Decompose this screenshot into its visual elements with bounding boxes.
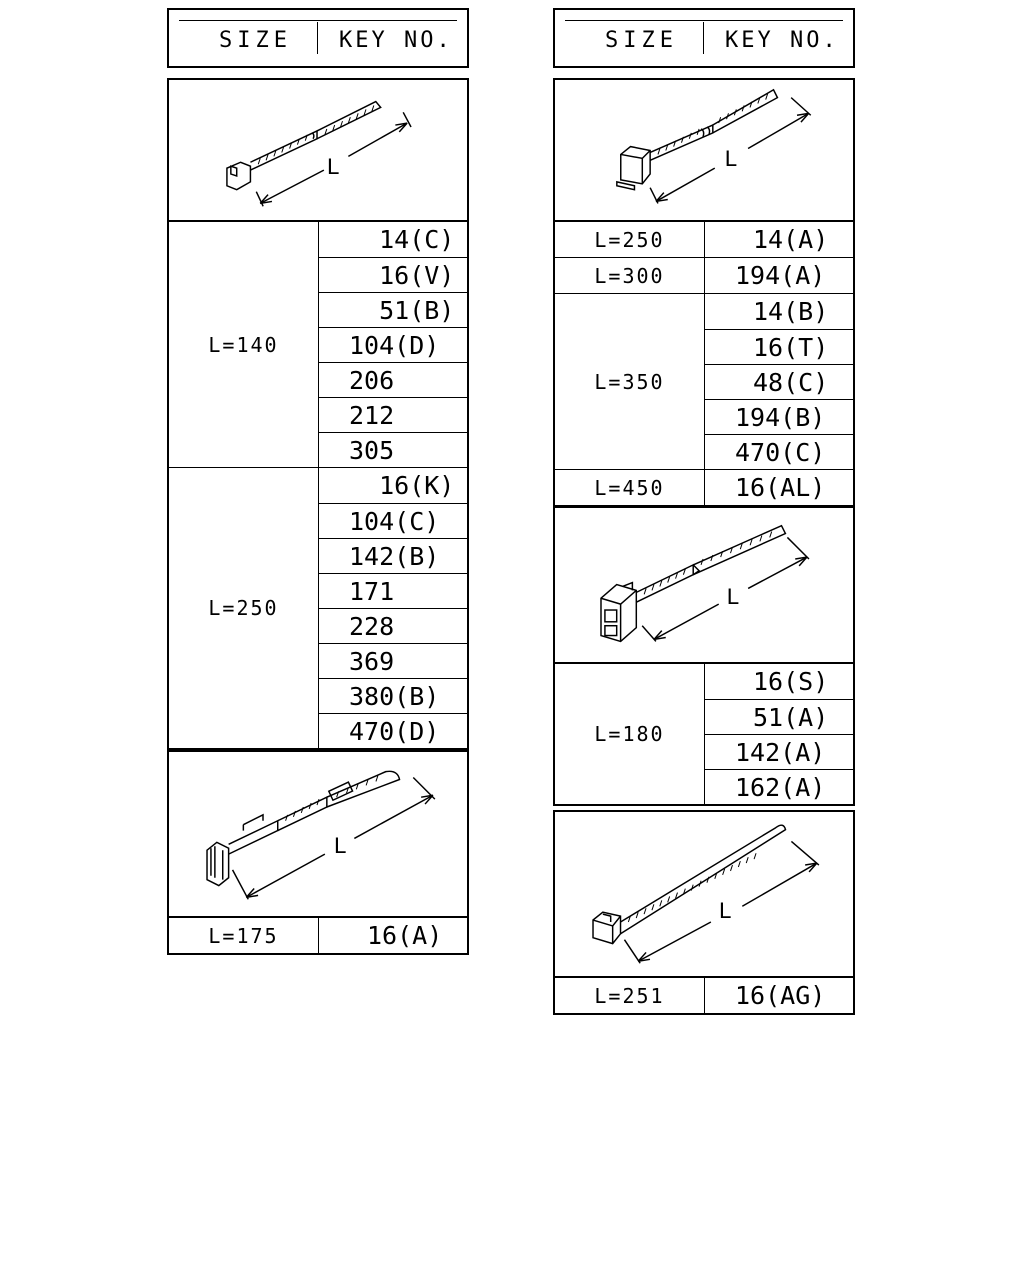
key-number: 16(A): [367, 921, 443, 950]
key-number: 142(A): [705, 734, 853, 769]
key-list: [705, 222, 853, 258]
key-list: [705, 258, 853, 294]
length-label: L: [726, 585, 739, 611]
size-cell: L=450: [555, 470, 705, 505]
length-label: L: [724, 147, 737, 173]
key-number: 228: [319, 608, 467, 643]
cable-tie-figure-1: [167, 78, 469, 223]
key-list: [705, 978, 853, 1013]
key-number: 16(AL): [735, 473, 826, 502]
length-label: L: [718, 899, 731, 925]
tie4-table: [553, 662, 855, 806]
length-label: L: [333, 834, 346, 860]
key-number: 16(S): [753, 667, 829, 696]
key-number: 470(C): [705, 434, 853, 469]
key-number: 104(D): [319, 327, 467, 362]
cable-tie-figure-3: [553, 78, 855, 223]
key-number: 305: [319, 432, 467, 467]
key-list: [705, 294, 853, 470]
size-cell: L=250: [169, 468, 319, 748]
key-number: 16(AG): [735, 981, 826, 1010]
size-cell: L=250: [555, 222, 705, 258]
left-header: [167, 8, 469, 68]
header-divider: [703, 22, 704, 54]
key-number: 212: [319, 397, 467, 432]
key-number: 51(B): [319, 292, 467, 327]
cable-tie-1-drawing: [169, 80, 467, 222]
key-list: [319, 918, 467, 953]
size-cell: L=350: [555, 294, 705, 470]
key-list: [705, 664, 853, 804]
cable-tie-figure-2: [167, 750, 469, 918]
size-cell: L=175: [169, 918, 319, 953]
cable-tie-2-drawing: [169, 752, 467, 917]
key-number: 16(K): [349, 471, 455, 500]
cable-tie-figure-4: [553, 506, 855, 664]
key-number: 16(T): [705, 329, 853, 364]
header-rule: [565, 20, 843, 21]
length-label: L: [326, 155, 339, 181]
key-number: 104(C): [319, 503, 467, 538]
key-number: 14(C): [349, 225, 455, 254]
key-number: 380(B): [319, 678, 467, 713]
tie1-table: [167, 220, 469, 750]
right-header: [553, 8, 855, 68]
key-number: 171: [319, 573, 467, 608]
cable-tie-4-drawing: [555, 508, 853, 663]
key-number: 194(B): [705, 399, 853, 434]
size-header: SIZE: [605, 28, 678, 53]
header-divider: [317, 22, 318, 54]
key-list: [705, 470, 853, 505]
size-cell: L=180: [555, 664, 705, 804]
cable-tie-3-drawing: [555, 80, 853, 222]
key-number: 369: [319, 643, 467, 678]
key-number: 51(A): [705, 699, 853, 734]
key-number: 14(B): [753, 297, 829, 326]
cable-tie-5-drawing: [555, 812, 853, 977]
key-number: 16(V): [319, 257, 467, 292]
cable-tie-figure-5: [553, 810, 855, 978]
key-number: 206: [319, 362, 467, 397]
key-number: 142(B): [319, 538, 467, 573]
key-no-header: KEY NO.: [725, 28, 839, 53]
key-number: 14(A): [753, 225, 829, 254]
tie3-table: [553, 220, 855, 507]
key-number: 470(D): [319, 713, 467, 748]
size-cell: L=140: [169, 222, 319, 468]
key-number: 194(A): [735, 261, 826, 290]
tie5-table: [553, 976, 855, 1015]
size-cell: L=300: [555, 258, 705, 294]
header-rule: [179, 20, 457, 21]
size-header: SIZE: [219, 28, 292, 53]
key-number: 162(A): [705, 769, 853, 804]
key-list: [319, 222, 467, 468]
key-list: [319, 468, 467, 748]
tie2-table: [167, 916, 469, 955]
size-cell: L=251: [555, 978, 705, 1013]
key-no-header: KEY NO.: [339, 28, 453, 53]
key-number: 48(C): [705, 364, 853, 399]
